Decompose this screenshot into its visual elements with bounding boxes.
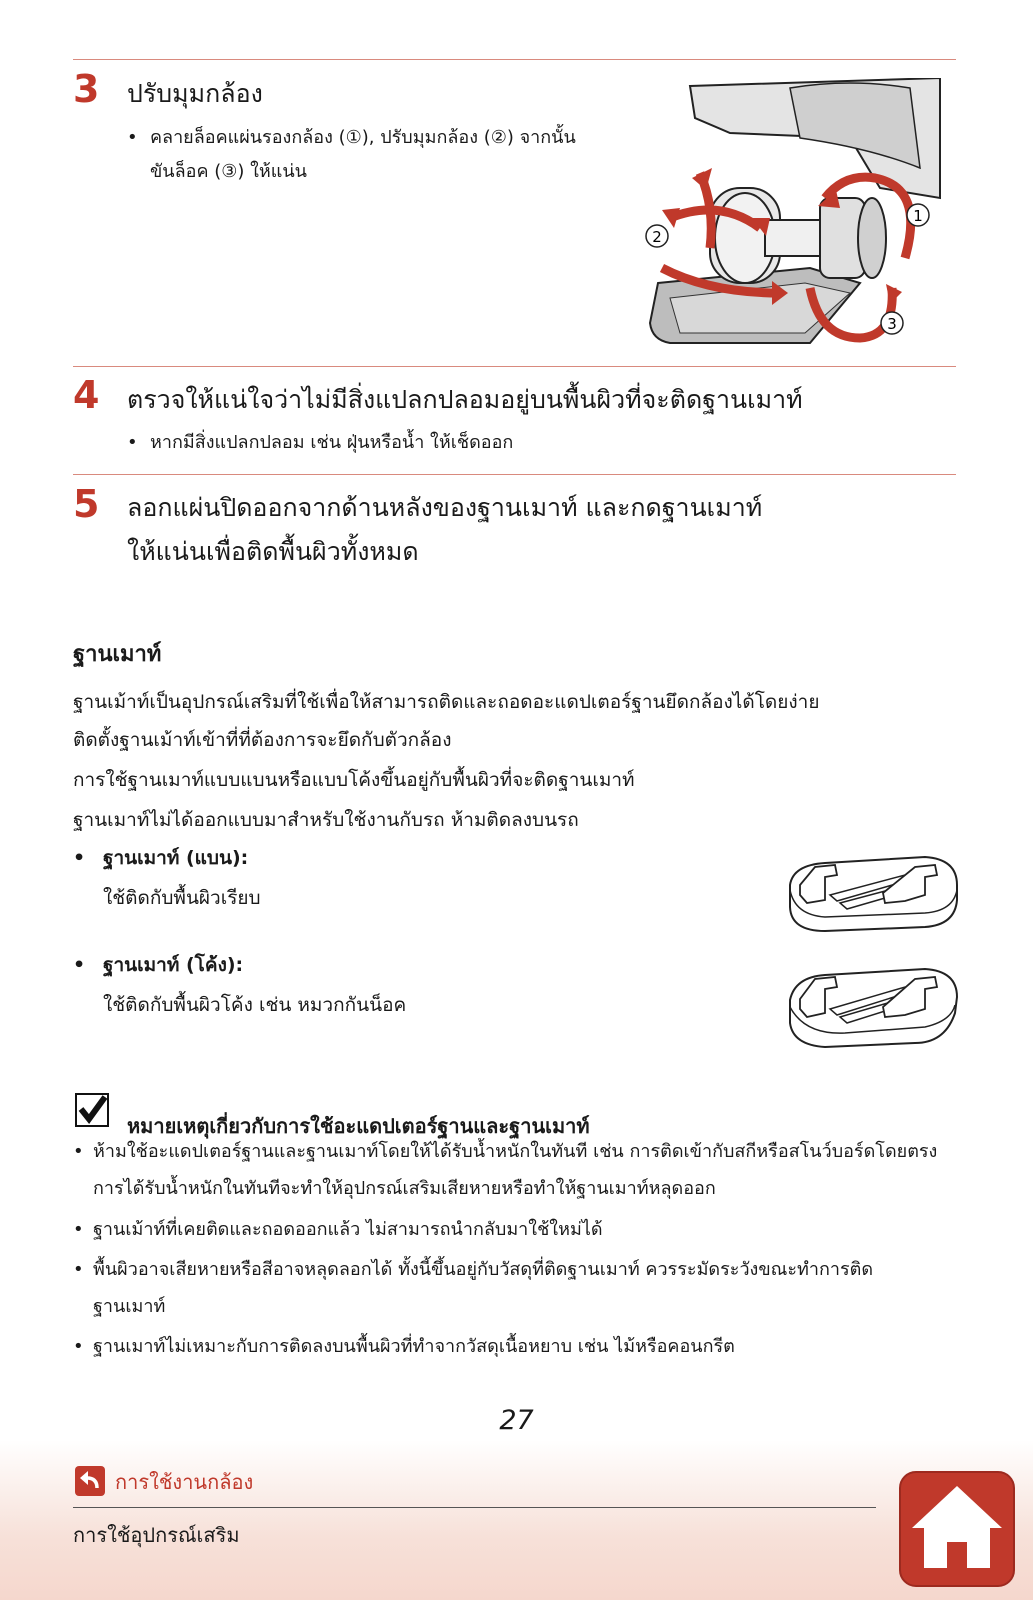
note-heading: หมายเหตุเกี่ยวกับการใช้อะแดปเตอร์ฐานและฐานเมาท์	[127, 1114, 590, 1138]
bullet-dot: •	[127, 432, 138, 453]
note-item	[73, 1328, 953, 1365]
note-item-line: ฐานเม้าท์ที่เคยติดและถอดออกแล้ว ไม่สามารถนำกลับมาใช้ใหม่ได้	[93, 1219, 603, 1240]
back-link[interactable]: การใช้งานกล้อง	[115, 1470, 254, 1494]
callout-2: 2	[652, 228, 662, 246]
note-item-line: พื้นผิวอาจเสียหายหรือสีอาจหลุดลอกได้ ทั้งนี้ขึ้นอยู่กับวัสดุที่ติดฐานเมาท์ ควรระมัดระวังขณะทำการติด	[93, 1259, 874, 1280]
step-4-title: ตรวจให้แน่ใจว่าไม่มีสิ่งแปลกปลอมอยู่บนพื้นผิวที่จะติดฐานเมาท์	[127, 385, 803, 414]
curved-mount-illustration	[785, 955, 960, 1055]
callout-3: 3	[887, 315, 897, 333]
curved-mount-label: ฐานเมาท์ (โค้ง):	[103, 954, 244, 976]
step-5-title-line-2: ให้แน่นเพื่อติดพื้นผิวทั้งหมด	[127, 537, 419, 566]
flat-mount-label: ฐานเมาท์ (แบน):	[103, 847, 249, 869]
note-item	[73, 1251, 953, 1325]
step-5-number: 5	[73, 482, 100, 526]
flat-mount-desc: ใช้ติดกับพื้นผิวเรียบ	[103, 887, 261, 909]
bullet-dot: •	[127, 127, 138, 148]
step-3-number: 3	[73, 67, 100, 111]
divider-step-5	[73, 474, 956, 475]
curved-mount-item	[73, 945, 406, 1025]
bullet-dot: •	[73, 1219, 84, 1240]
step-5-title-line-1: ลอกแผ่นปิดออกจากด้านหลังของฐานเมาท์ และกดฐานเมาท์	[127, 493, 763, 522]
divider-step-3	[73, 59, 956, 60]
home-icon[interactable]	[898, 1470, 1016, 1588]
flat-mount-illustration	[785, 845, 960, 935]
section-heading: ฐานเมาท์	[73, 642, 162, 667]
note-item-line: ห้ามใช้อะแดปเตอร์ฐานและฐานเมาท์โดยให้ได้รับน้ำหนักในทันที เช่น การติดเข้ากับสกีหรือสโนว์บอร์ดโดยตรง	[93, 1141, 938, 1162]
page-number: 27	[499, 1405, 534, 1436]
divider-step-4	[73, 366, 956, 367]
curved-mount-desc: ใช้ติดกับพื้นผิวโค้ง เช่น หมวกกันน็อค	[103, 994, 407, 1016]
section-paragraph: ฐานเมาท์ไม่ได้ออกแบบมาสำหรับใช้งานกับรถ ห้ามติดลงบนรถ	[73, 809, 579, 831]
breadcrumb: การใช้อุปกรณ์เสริม	[73, 1523, 240, 1547]
adapter-adjust-diagram	[640, 78, 960, 360]
callout-1: 1	[913, 207, 923, 225]
section-paragraph: การใช้ฐานเมาท์แบบแบนหรือแบบโค้งขึ้นอยู่กับพื้นผิวที่จะติดฐานเมาท์	[73, 769, 635, 791]
bullet-dot: •	[73, 1141, 84, 1162]
check-note-icon	[75, 1093, 109, 1127]
step-3-bullet-text: คลายล็อคแผ่นรองกล้อง (①), ปรับมุมกล้อง (②) จากนั้นขันล็อค (③) ให้แน่น	[150, 127, 576, 182]
note-item	[73, 1133, 953, 1207]
note-item	[73, 1211, 953, 1248]
section-paragraph: ฐานเม้าท์เป็นอุปกรณ์เสริมที่ใช้เพื่อให้สามารถติดและถอดอะแดปเตอร์ฐานยึดกล้องได้โดยง่าย	[73, 691, 820, 713]
note-item-line: การได้รับน้ำหนักในทันทีจะทำให้อุปกรณ์เสริมเสียหายหรือทำให้ฐานเมาท์หลุดออก	[93, 1178, 716, 1199]
bullet-dot: •	[73, 954, 86, 976]
step-4-bullet	[127, 426, 827, 460]
note-item-line: ฐานเมาท์ไม่เหมาะกับการติดลงบนพื้นผิวที่ทำจากวัสดุเนื้อหยาบ เช่น ไม้หรือคอนกรีต	[93, 1336, 735, 1357]
bullet-dot: •	[73, 1336, 84, 1357]
footer-divider	[73, 1507, 876, 1508]
step-4-number: 4	[73, 373, 100, 417]
section-paragraph: ติดตั้งฐานเม้าท์เข้าที่ที่ต้องการจะยึดกับตัวกล้อง	[73, 729, 452, 751]
step-4-bullet-text: หากมีสิ่งแปลกปลอม เช่น ฝุ่นหรือน้ำ ให้เช็ดออก	[150, 432, 514, 453]
bullet-dot: •	[73, 847, 86, 869]
step-3-bullet	[127, 121, 587, 189]
bullet-dot: •	[73, 1259, 84, 1280]
step-3-title: ปรับมุมกล้อง	[127, 79, 263, 108]
flat-mount-item	[73, 838, 261, 918]
back-arrow-icon[interactable]	[75, 1466, 105, 1496]
note-item-line: ฐานเมาท์	[93, 1296, 166, 1317]
